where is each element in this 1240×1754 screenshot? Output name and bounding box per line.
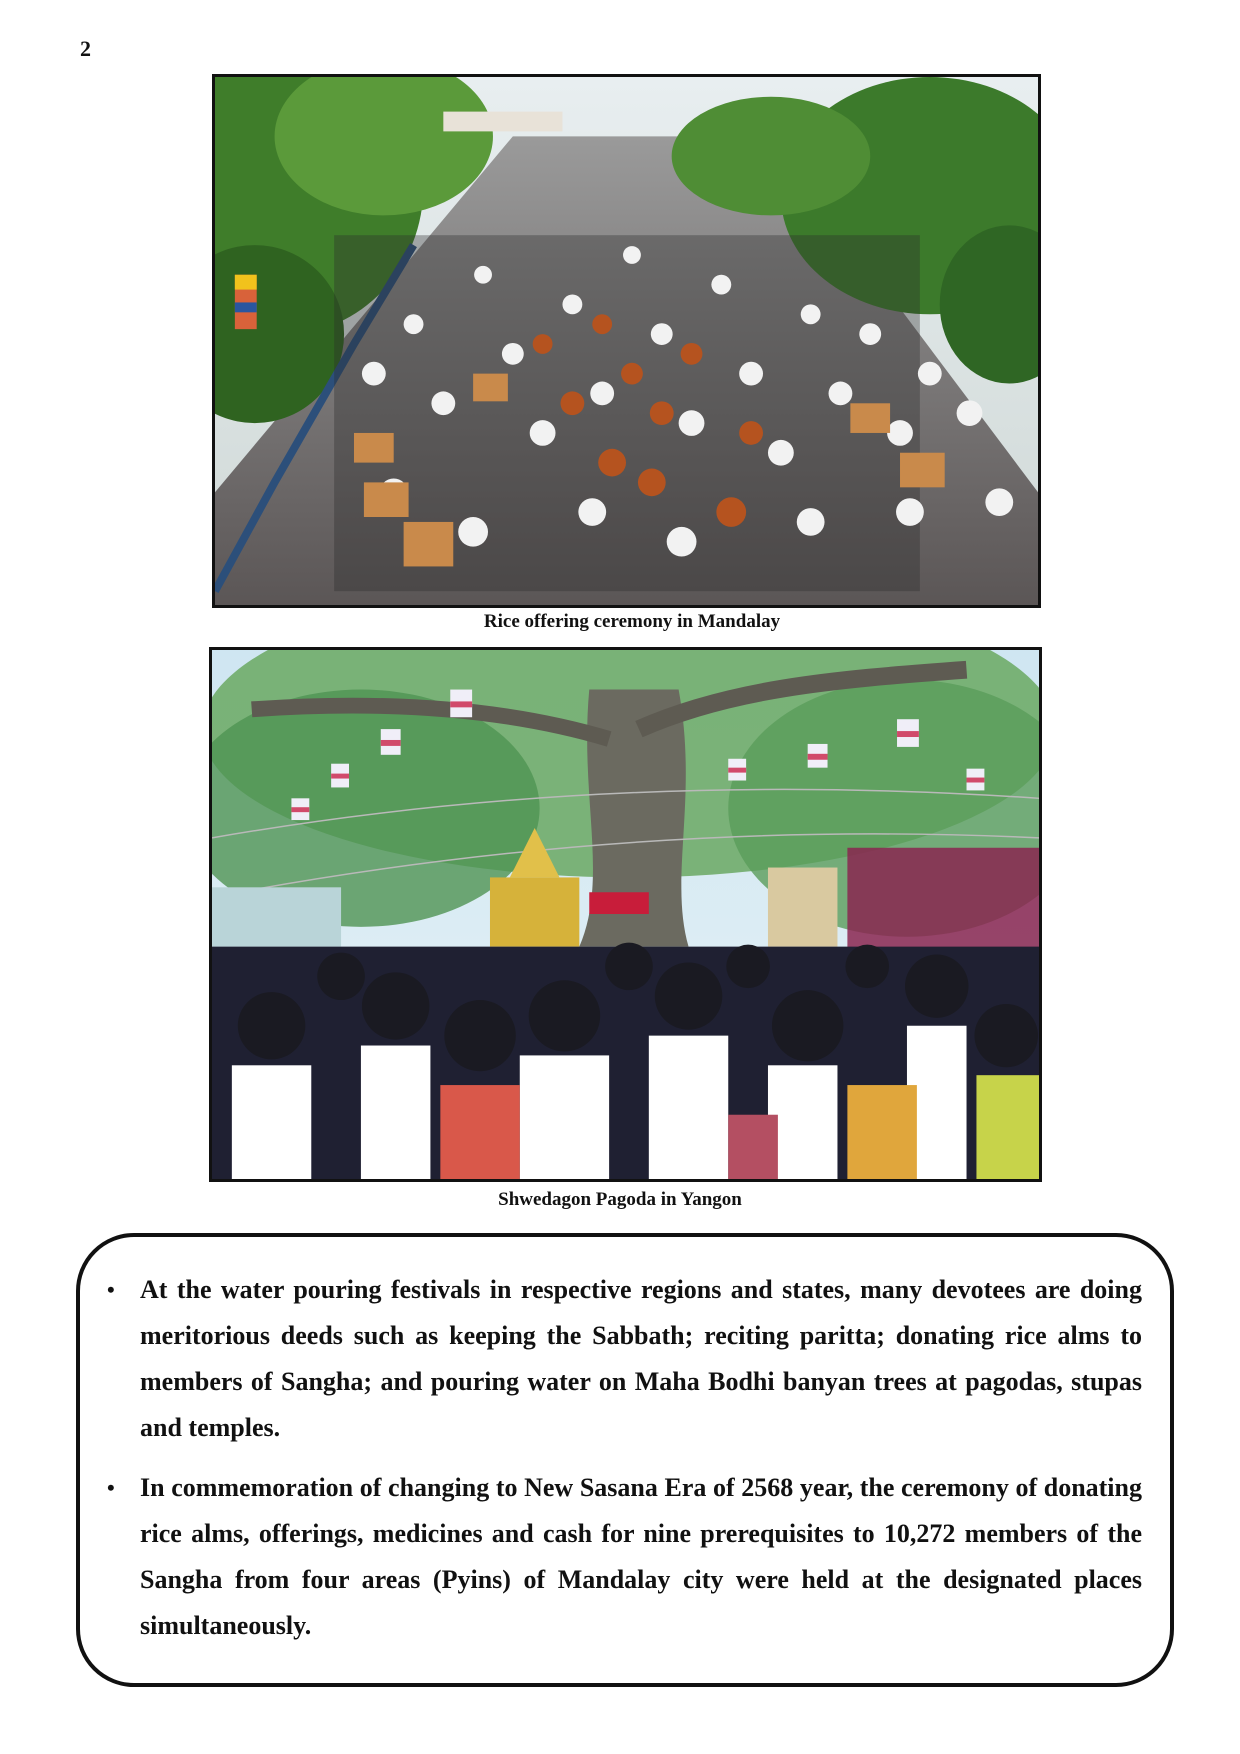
bullet-text: In commemoration of changing to New Sasana Era of 2568 year, the ceremony of donating rice alms, offerings, medicines and cash for nine prerequisites to 10,272 members of the Sangha from four areas (Pyins) of Mandalay city were held at the designated places simultaneously. <box>140 1473 1142 1640</box>
bullet-text: At the water pouring festivals in respective regions and states, many devotees are doing meritorious deeds such as keeping the Sabbath; reciting paritta; donating rice alms to members of Sangha; and pouring water on Maha Bodhi banyan trees at pagodas, stupas and temples. <box>140 1275 1142 1442</box>
devotees-crowd <box>212 943 1039 1179</box>
bullet-icon: • <box>107 1475 115 1500</box>
rice-offering-illustration <box>215 77 1038 605</box>
figure-caption: Rice offering ceremony in Mandalay <box>483 611 781 632</box>
rice-offering-photo <box>212 74 1041 608</box>
page-number: 2 <box>80 36 91 61</box>
bullet-list <box>107 1267 1142 1663</box>
shwedagon-illustration <box>212 650 1039 1179</box>
bullet-item <box>107 1267 1142 1451</box>
figure-caption: Shwedagon Pagoda in Yangon <box>498 1189 742 1210</box>
shwedagon-photo <box>209 647 1042 1182</box>
bullet-icon: • <box>107 1277 115 1302</box>
crowd <box>334 235 1013 591</box>
bullet-item <box>107 1465 1142 1649</box>
info-box <box>76 1233 1174 1687</box>
